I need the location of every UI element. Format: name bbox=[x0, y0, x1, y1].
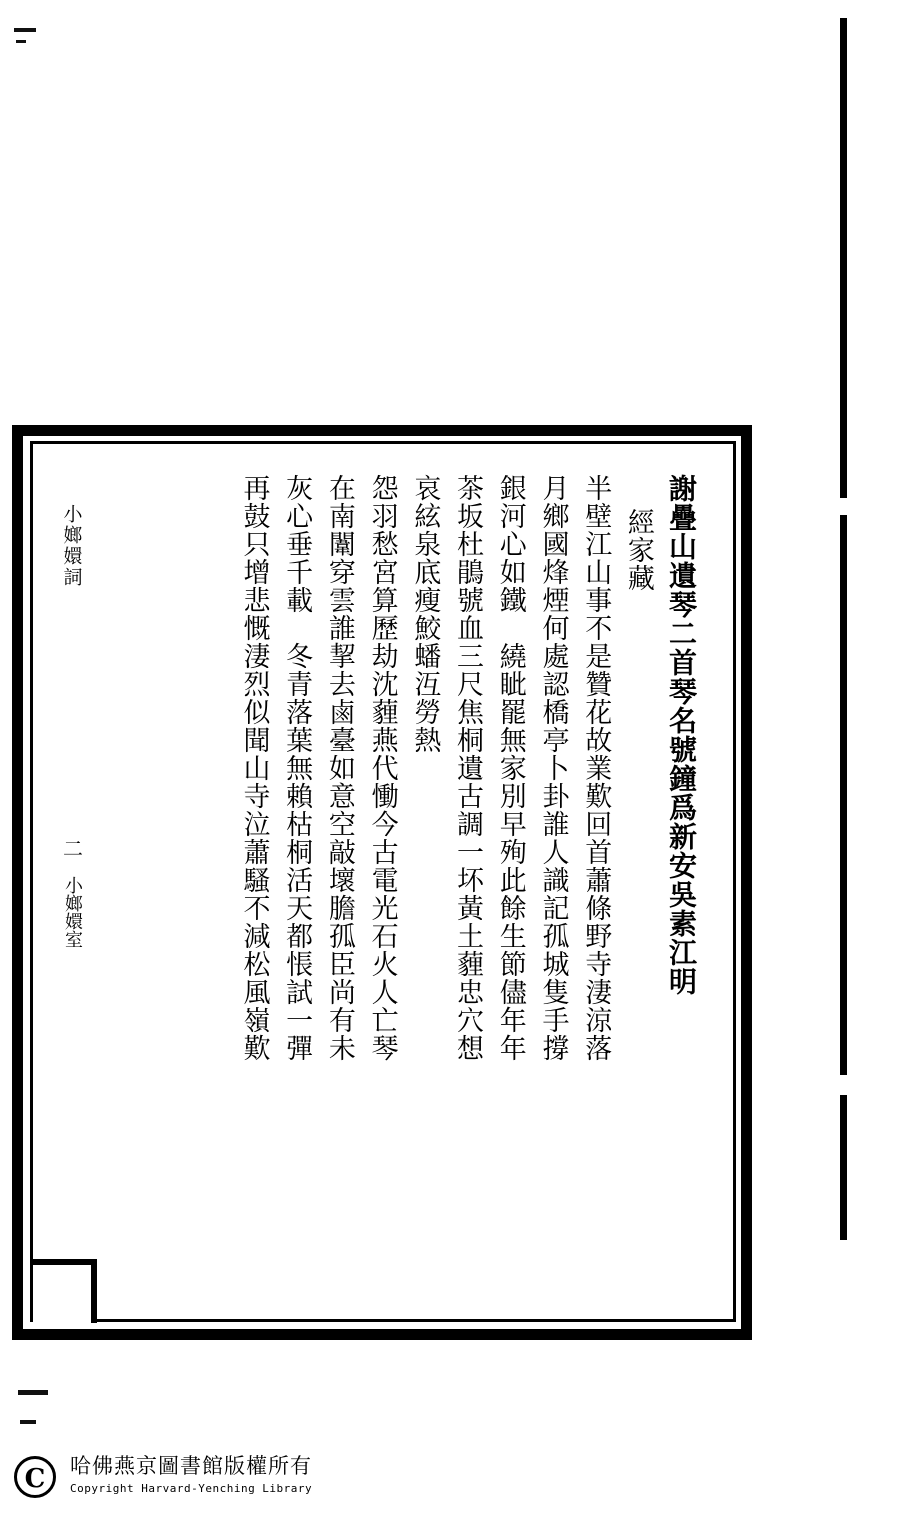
scan-artifact-top-a bbox=[14, 28, 36, 32]
scan-artifact-bottom-a bbox=[18, 1390, 48, 1395]
page-number: 二 bbox=[59, 838, 84, 858]
scan-edge-mark-top bbox=[840, 18, 847, 498]
text-column-10: 灰心垂千載 冬青落葉無賴枯桐活天都悵試一彈 bbox=[281, 474, 313, 1062]
imprint-studio-name: 小嫏嬛室 bbox=[62, 876, 83, 948]
text-column-11: 再鼓只增悲慨淒烈似聞山寺泣蕭騷不減松風嶺歎 bbox=[238, 474, 270, 1062]
text-column-9: 在南闈穿雲誰挈去鹵臺如意空敲壞膽孤臣尚有未 bbox=[323, 474, 355, 1062]
scan-artifact-top-b bbox=[16, 40, 26, 43]
block-corner-notch bbox=[33, 1259, 97, 1323]
scan-edge-mark-middle bbox=[840, 515, 847, 1075]
fold-strip bbox=[49, 504, 95, 1249]
running-title: 小嫏嬛詞 bbox=[60, 504, 83, 588]
scan-edge-mark-bottom bbox=[840, 1095, 847, 1240]
scan-artifact-bottom-b bbox=[20, 1420, 36, 1424]
text-column-3: 半壁江山事不是贊花故業歎回首蕭條野寺淒涼落 bbox=[580, 474, 612, 1062]
stamp-chinese-text: 哈佛燕京圖書館版權所有 bbox=[70, 1454, 312, 1478]
text-column-7: 哀絃泉底瘦鮫蟠沍勞熱 bbox=[409, 474, 441, 754]
library-copyright-stamp bbox=[14, 1448, 314, 1510]
vertical-text-area bbox=[67, 474, 703, 1285]
page-block bbox=[12, 425, 752, 1340]
woodblock-inner-border bbox=[30, 441, 736, 1322]
text-column-4: 月鄉國烽煙何處認橋亭卜卦誰人識記孤城隻手撐 bbox=[537, 474, 569, 1062]
text-column-8: 怨羽愁宮算歷劫沈薶燕代慟今古電光石火人亡琴 bbox=[366, 474, 398, 1062]
copyright-circle-icon: C bbox=[14, 1456, 56, 1498]
poem-title-column: 謝疊山遺琴二首琴名號鐘爲新安吳素江明 bbox=[665, 474, 698, 996]
poem-subtitle-column: 經家藏 bbox=[622, 508, 654, 592]
text-column-5: 銀河心如鐵 繞眦罷無家別早殉此餘生節儘年年 bbox=[494, 474, 526, 1062]
text-column-6: 茶坂杜鵑號血三尺焦桐遺古調一坏黃土薶忠穴想 bbox=[452, 474, 484, 1062]
stamp-english-text: Copyright Harvard-Yenching Library bbox=[70, 1482, 313, 1495]
